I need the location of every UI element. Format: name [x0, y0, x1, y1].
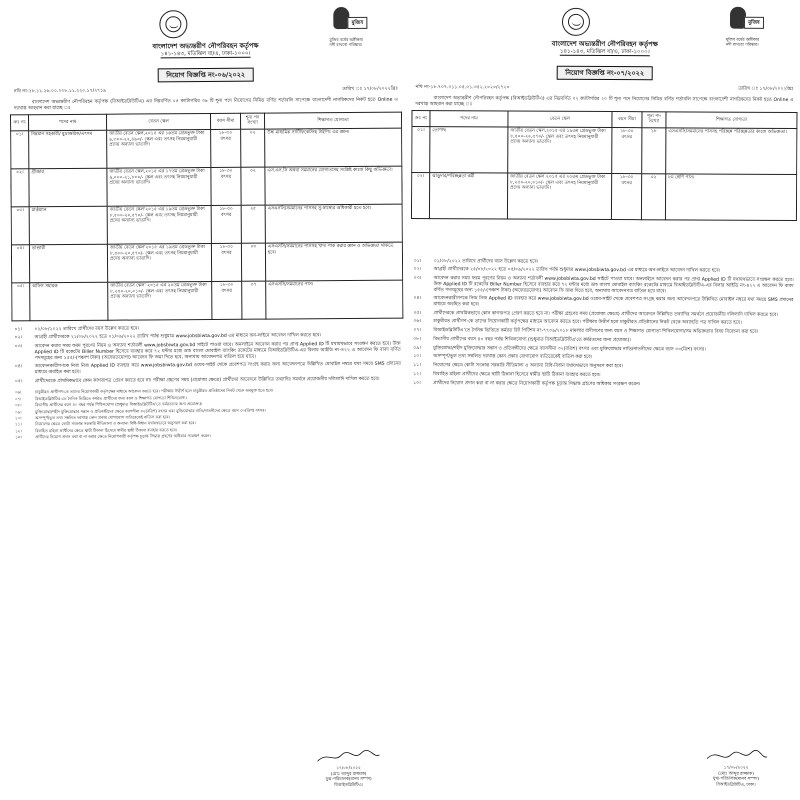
table-cell: ০২। — [411, 172, 429, 218]
condition-text: অসম্পূর্ণ/ভুল তথ্য সম্বলিত দরখাস্ত কোন প্রকার যোগাযোগ ব্যতিরেকেই বাতিল করা হবে। — [433, 354, 593, 361]
table-row — [412, 126, 797, 174]
condition-text: প্রার্থীদের নিয়োগ প্রদান করা বা না করার ক্ষেত্রে নিয়োগকারী কর্তৃপক্ষ চূড়ান্ত সিদ্ধান্ত গ্রহণের অধিকার সংরক্ষণ করেন। — [433, 380, 641, 387]
table-cell: ১৮-৩০ বৎসর — [211, 167, 241, 205]
condition-text: প্রার্থীদেরকে প্রাথমিকভাবে কোন কাগজপত্র প্রেরণ করতে হবে না। পরীক্ষা গ্রহণের সময় (প্রযোজ্য ক্ষেত্রে) প্রার্থীদের আবেদনে উল্লিখিত তথ্যাদির সমর্থনে প্রয়োজনীয় দলিলাদি দাখিল করতে হবে। — [433, 310, 779, 318]
condition-text: চাকুরীরত প্রার্থীগণ-কে তাদের নিয়োগকারী কর্তৃপক্ষের মাধ্যমে আবেদন করতে হবে। পরীক্ষায় উত্তীর্ণ হলে চাকুরীরত প্রতিষ্ঠানের নিকট থেকে অবমুক্ত হতে হবে। — [34, 387, 274, 395]
condition-number: ০৫। — [413, 310, 422, 316]
condition-number: ১১। — [413, 363, 421, 369]
table-row — [12, 280, 403, 321]
table-cell: এস.এস.সি অথবা সমমানের যোগ্যতাসহ সংশ্লিষ্ট কাজে কিছু অভিজ্ঞতা। — [265, 166, 402, 205]
condition-text: বিবাহিত মহিলা প্রার্থীদের ক্ষেত্রে স্থায়ী ঠিকানা হিসেবে স্বামীর স্থায়ী ঠিকানা ব্যবহার করতে হবে। — [433, 371, 601, 378]
notice-date: তারিখ ঃ ১৭/০৮/২০২২খ্রিঃ — [738, 86, 794, 93]
notice-title: নিয়োগ বিজ্ঞপ্তি নং-০৭/২০২২ — [556, 66, 653, 81]
signatory-name: (মোঃ আব্দুর রাজ্জাক) — [330, 770, 367, 776]
condition-number: ১১। — [15, 421, 22, 427]
file-reference: নথি নং-১৮.১১.২৬.০০.০০৮.১১.২২০.১৭/২৭১৯ — [13, 88, 107, 95]
condition-number: ০৯। — [413, 345, 421, 351]
table-cell: ১৮-৩০ বৎসর — [611, 173, 641, 219]
condition-text: আগ্রহী প্রার্থীদেরকে ২১/০৮/২০২২ হতে ০১/০৯/২০২২ তারিখ পর্যন্ত শুধুমাত্র www.jobsbiwta.gov.bd এর মাধ্যমে অন-লাইনে আবেদন দাখিল করতে হবে। — [34, 333, 322, 341]
table-cell: ০২ — [241, 129, 265, 167]
table-cell: ১৮-৩০ বৎসর — [612, 127, 642, 173]
table-row — [411, 172, 796, 220]
table-row — [11, 128, 402, 169]
file-reference: নথি নং-১৮.৭০৭.০১১.০৫.০১.৩৫২.২০২০/২৭২০ — [415, 85, 510, 91]
notice-date: তারিখ ঃ ১৭/০৮/২০২২খ্রিঃ — [342, 86, 398, 93]
vacancy-table — [10, 112, 403, 321]
table-cell: ০৩। — [11, 206, 29, 244]
condition-number: ০১। — [14, 326, 23, 332]
condition-text: আবেদনকারীগণকে নিজ নিজ Applied ID ব্যবহার করে www.jobsbiwta.gov.bd ওয়েব-সাইট থেকে প্রবেশপত্র সংগ্রহ করার জন্য আবেদনপত্রে উল্লিখিত মোবাইল নম্বরে যথা সময়ে SMS প্রদানের মাধ্যমে অবহিত করা হবে। — [34, 361, 401, 376]
reference-line — [10, 87, 402, 95]
condition-number: ০৮। — [15, 402, 22, 408]
table-cell: ৮ম শ্রেণি পাস। — [665, 173, 796, 220]
signature-scrawl — [688, 749, 784, 766]
condition-item — [414, 267, 794, 275]
table-cell: ১৮-৩০ বৎসর — [211, 205, 241, 243]
condition-text: অসম্পূর্ণ/ভুল তথ্য সম্বলিত দরখাস্ত কোন প্রকার যোগাযোগ ব্যতিরেকেই বাতিল করা হবে। — [35, 414, 170, 421]
signatory-designation: যুগ্ম-পরিচালক(মানব সম্পদ) — [712, 775, 760, 781]
notice-page-07 — [408, 5, 798, 793]
table-cell: ০৭ — [242, 281, 266, 319]
table-cell: জাতীয় বেতন স্কেল'২০১৫ এর ১৯তম গ্রেডভুক্ত টাকা ৮,৫০০-২০,৫৭০/- স্কেল এবং তৎসহ নিয়মানুযায়ী প্রদেয় অন্যান্য ভাতাদি। — [107, 243, 211, 282]
condition-number: ০৮। — [413, 336, 421, 342]
table-row — [11, 204, 402, 245]
notice-page-06 — [9, 7, 406, 796]
table-cell: ০২। — [11, 168, 29, 206]
condition-number: ০৩। — [14, 344, 23, 350]
table-header-row: ক্রঃ নং পদের নাম বেতন স্কেল বয়স সীমা শূন্য পদ সংখ্যা শিক্ষাগত যোগ্যতা — [412, 111, 797, 128]
table-cell: উচ্চ মাধ্যমিক সার্টিফিকেটসহ টাইপিং এর জ্ঞান। — [265, 128, 402, 167]
table-cell: নিম্নমান সহকারী/ মুদ্রাক্ষরিক/তৎসম — [29, 130, 107, 169]
condition-text: আগ্রহী প্রার্থীদেরকে ২৫/০৮/২০২২ হতে ০৫/০৯/২০২২ তারিখ পর্যন্ত শুধুমাত্র www.jobsbiwta.gov.bd এর মাধ্যমে অন-লাইনে আবেদন দাখিল করতে হবে। — [433, 267, 721, 274]
condition-text: চাকুরীরত প্রার্থীগণ-কে তাদের নিয়োগকারী কর্তৃপক্ষের মাধ্যমে আবেদন করতে হবে। পরীক্ষায় উত্তীর্ণ হলে চাকুরীরত প্রতিষ্ঠানের নিকট থেকে অব্যাহতি পত্র দাখিল করতে হবে। — [433, 319, 742, 327]
condition-number: ০১। — [413, 258, 422, 264]
signatory-office: বিআইডব্লিউটিএ, ঢাকা। — [716, 781, 756, 787]
table-cell: মার্কম্যান — [29, 206, 107, 245]
condition-number: ০৯। — [15, 408, 22, 414]
condition-number: ০৩। — [413, 276, 422, 282]
conditions-list — [410, 259, 797, 389]
table-row — [11, 242, 402, 283]
condition-text: প্রার্থীদেরকে প্রাথমিকভাবে কোন কাগজপত্র প্রেরণ করতে হবে না। পরীক্ষা গ্রহণের সময় (প্রযোজ্য ক্ষেত্রে) প্রার্থীদের আবেদনে উল্লিখিত তথ্যাদির সমর্থনে প্রয়োজনীয় দলিলাদি দাখিল করতে হবে। — [34, 376, 380, 384]
condition-number: ০২। — [14, 335, 23, 341]
signature-date: ১৭/০৮/২০২২ — [723, 764, 749, 770]
table-cell: ১৮-৩০ বৎসর — [212, 281, 242, 319]
condition-item — [413, 354, 793, 362]
intro-paragraph: বাংলাদেশ অভ্যন্তরীণ নৌপরিবহন কর্তৃপক্ষ (বিআইডব্লিউটিএ) এর নিম্নবর্ণিত ০৫ ক্যাটাগরির ৩৯ টি শূন্য পদে নিয়োগের নিমিত্ত বর্ণিত শর্তাবলি সাপেক্ষে বাংলাদেশী নাগরিকদের নিকট হতে Online এ দরখাস্ত আহবান করা যাচ্ছে ঃ — [13, 97, 398, 111]
condition-text: বিবাহিত মহিলা প্রার্থীদের ক্ষেত্রে স্থায়ী ঠিকানা হিসেবে স্বামীর স্থায়ী ঠিকানা ব্যবহার করতে হবে। — [35, 426, 178, 433]
table-cell: এসএসসি/সমমানের পাসসহ পরিচ্ছন্ন পরিচ্ছন্নতার কাজে অভিজ্ঞতা। — [666, 127, 797, 174]
slogan: মুজিব বর্ষের অঙ্গীকার নদী রাখবো পরিষ্কার। — [329, 36, 363, 48]
table-row — [11, 166, 402, 207]
table-cell: জাতীয় বেতন স্কেল ২০১৫ এর ২০তম গ্রেডভুক্ত টাকা ৮,২৫০-২০,০১০/- স্কেল এবং তৎসহ নিয়মানুযায়ী প্রদেয় অন্যান্য ভাতাদি। — [507, 173, 611, 220]
condition-text: বিআইডব্লিউটিএ'তে দৈনিক ভিত্তিতে কর্মরত রিট পিটিশন নং-৭৭৩৯/২০১৮ মামলার বাদীগণের জন্য বয়স ও শিক্ষাগত যোগ্যতা শিথিলযোগ্য/সম অভিজ্ঞতার বিষয় বিবেচনা করা হবে। — [433, 328, 759, 335]
condition-item — [15, 362, 401, 376]
table-cell: ১৮-৩০ বৎসর — [211, 243, 241, 281]
condition-item — [15, 342, 401, 362]
table-cell: অফিস সহায়ক — [30, 282, 108, 321]
table-cell: ০৪। — [11, 244, 29, 282]
signatory-name: (মোঃ আব্দুর রাজ্জাক) — [718, 770, 754, 776]
condition-item — [413, 346, 793, 354]
mujib-logo-text: মুজিব — [744, 17, 764, 29]
signature-date: ১৭/০৮/২০২২ — [336, 765, 361, 771]
condition-text: বিভাগীয় প্রার্থীদের বয়স ৪০ বছর পর্যন্ত শিথিলযোগ্য (শুধুমাত্র বিআইডব্লিউটিএ'তে কর্মরতদের জন্য প্রযোজ্য)। — [35, 401, 203, 408]
condition-item — [15, 376, 401, 384]
condition-item — [413, 381, 793, 389]
condition-text: প্রার্থীদের নিয়োগ প্রদান করা বা না করার ক্ষেত্রে নিয়োগকারী কর্তৃপক্ষ চূড়ান্ত সিদ্ধান্ত গ্রহণের অধিকার সংরক্ষণ করেন। — [35, 433, 211, 440]
condition-item — [413, 328, 793, 336]
signatory-designation: যুগ্ম-পরিচালক(মানব সম্পদ) — [325, 775, 372, 782]
letterhead — [9, 7, 401, 66]
conditions-list — [11, 324, 403, 385]
table-cell: এসএসসি/সমমানের পাস। — [266, 280, 403, 319]
org-name: বাংলাদেশ অভ্যন্তরীণ নৌপরিবহন কর্তৃপক্ষ — [152, 41, 259, 51]
org-address: ১৪১-১৪৩, মতিঝিল বা/এ, ঢাকা-১০০০। — [559, 48, 650, 56]
condition-item — [14, 324, 400, 332]
condition-number: ০৭। — [413, 328, 421, 334]
condition-text: আবেদন করার সময় ফরম পূরণের নিয়ম ও অন্যান্য শর্তাবলী www.jobsbiwta.gov.bd সাইটে পাওয়া যাবে। অনলাইনে আবেদন করার পর প্রাপ্ত Applied ID টি যথাযথভাবে সংরক্ষণ করতে হবে। উক্ত Applied ID টি রকেটের Biller Number হিসেবে ব্যবহার করে ৭২ ঘন্টার মধ্যে ডাচ বাংলা মোবাইল ব্যাংকিং রকেটের মাধ্যমে বিআইডব্লিউটিএ-এর বিলার আইডি নং-৪২২ এ আবেদন ফি বাবদ বর্ণিত পদসমূহের জন্য ১৫৫/-(পঞ্চাশ টাকা) (অফেরতযোগ্য) আবেদন ফি জমা দিতে হবে, অন্যথায় আবেদনপত্র বাতিল হয়ে যাবে। — [34, 341, 401, 361]
condition-number: ১২। — [15, 428, 22, 434]
signature-block — [300, 749, 396, 787]
table-cell: গ্রীজার — [29, 168, 107, 207]
condition-number: ১০। — [15, 415, 22, 421]
table-cell: জাতীয় বেতন স্কেল'২০১৫ এর ১৯তম গ্রেডভুক্ত টাকা ৮,৫০০-২০,৫৭০/- স্কেল এবং তৎসহ নিয়মানুযায়ী প্রদেয় অন্যান্য ভাতাদি। — [107, 205, 211, 244]
table-cell: জাতীয় বেতন স্কেল' ২০১৫ এর ২০তম গ্রেডভুক্ত টাকা ৮,২৫০-২০,০১০/- স্কেল এবং তৎসহ নিয়মানুযায়ী প্রদেয় অন্যান্য ভাতাদি। — [108, 281, 212, 320]
conditions-list-small — [12, 388, 404, 440]
condition-number: ০৬। — [413, 319, 422, 325]
org-name: বাংলাদেশ অভ্যন্তরীণ নৌপরিবহন কর্তৃপক্ষ — [551, 39, 658, 49]
condition-number: ০৬। — [14, 389, 22, 395]
table-cell: জাতীয় বেতন স্কেল,২০১৫ এর ১৭তম গ্রেডভুক্ত টাকা ৯,০০০-২১,৮০০/- স্কেল এবং তৎসহ নিয়মানুযায়ী প্রদেয় অন্যান্য ভাতাদি। — [107, 167, 211, 206]
condition-text: আবেদন করার সময় ফরম পূরণের নিয়ম ও অন্যান্য শর্তাবলী www.jobsbiwta.gov.bd সাইটে পাওয়া যাবে। অনলাইনে আবেদন করার পর প্রাপ্ত Applied ID টি যথাযথভাবে সংরক্ষণ করতে হবে। উক্ত Applied ID টি রকেটের Biller Number হিসেবে ব্যবহার করে ৭২ ঘন্টার মধ্যে ডাচ বাংলা মোবাইল ব্যাংকিং রকেটের মাধ্যমে বিআইডব্লিউটিএ-এর বিলার আইডি নং-৪২২ এ আবেদন ফি বাবদ বর্ণিত পদসমূহের জন্য ১৫৫/-(পঞ্চাশ টাকা) (অফেরতযোগ্য) আবেদন ফি জমা দিতে হবে, অন্যথায় আবেদনপত্র বাতিল হয়ে যাবে। — [433, 276, 794, 294]
table-cell: এসএসসি/সমমানের পাসসহ খাদ্য পাক করার জ্ঞান ও অভিজ্ঞতা থাকতে হবে। — [265, 242, 402, 281]
condition-item — [413, 296, 793, 309]
condition-text: ০১/০৮/২০২২ তারিখে প্রার্থীদের বয়স উল্লেখ করতে হবে। — [34, 326, 140, 332]
table-cell: এসএসসি/সমমানের পাসসহ সু-স্বাস্থ্যের অধিকারী হতে হবে। — [265, 204, 402, 243]
table-cell: ০১। — [11, 130, 29, 168]
condition-number: ০৪। — [14, 364, 23, 370]
condition-text: বিআইডব্লিউটিএ-তে দৈনিক ভিত্তিতে কর্মরত প্রার্থীদের জন্য বয়স ও শিক্ষাগত যোগ্যতা শিথিলযোগ্য। — [34, 394, 187, 402]
condition-number: ১০। — [413, 354, 421, 360]
condition-item — [15, 333, 401, 341]
table-cell: জাতীয় বেতন স্কেল,২০১৫ এর ১৬তম গ্রেডভুক্ত টাকা ৯,৩০০-২২,৪৯০/- স্কেল এবং তৎসহ নিয়মানুযায়ী প্রদেয় অন্যান্য ভাতাদি। — [107, 129, 211, 168]
org-address: ১৪১-১৪৩, মতিঝিল বা/এ, ঢাকা-১০০০। — [160, 50, 251, 58]
condition-number: ১২। — [413, 371, 421, 377]
condition-text: মুক্তিযোদ্ধা/শহীদ মুক্তিযোদ্ধার সন্তান ও প্রতিবন্ধীদের ক্ষেত্রে বয়সসীমা ৩২(বত্রিশ) বৎসর এবং মুক্তিযোদ্ধার নাতি/নাতনীদের ক্ষেত্রে বয়স ৩০(ত্রিশ) বৎসর। — [433, 345, 706, 353]
table-cell: ২৫ — [241, 205, 265, 243]
intro-paragraph: বাংলাদেশ অভ্যন্তরীণ নৌপরিবহন কর্তৃপক্ষ (বিআইডব্লিউটিএ) এর নিম্নবর্ণিত ০২ ক্যাটাগরির ২০ টি শূন্য পদে নিয়োগের নিমিত্ত বর্ণিত শর্তাবলি সাপেক্ষে বাংলাদেশী নাগরিকদের নিকট হতে Online এ দরখাস্ত আহবান করা যাচ্ছে ঃ — [415, 95, 794, 107]
condition-text: নিয়োগের ক্ষেত্রে কোটা সংক্রান্ত সরকারি নীতিমালা ও অন্যান্য বিধি-বিধান যথাযথভাবে অনুসরণ করা হবে। — [35, 420, 196, 427]
condition-item — [413, 337, 793, 345]
condition-number: ১৩। — [413, 380, 421, 386]
signature-scrawl — [300, 749, 396, 766]
condition-item — [413, 363, 793, 371]
condition-text: মুক্তিযোদ্ধা/শহীদ মুক্তিযোদ্ধার সন্তান ও প্রতিবন্ধীদের ক্ষেত্রে বয়সসীমা ৩২(বত্রিশ) বৎসর এবং মুক্তিযোদ্ধার নাতি/নাতনীদের ক্ষেত্রে বয়স ৩০(ত্রিশ) বৎসর। — [35, 407, 266, 414]
table-cell: ০৫। — [12, 282, 30, 320]
condition-item — [414, 276, 794, 295]
mujib-logo-text: মুজিব — [347, 17, 367, 29]
table-cell: জাতীয় বেতন স্কেল,২০১৫ এর ১৯তম গ্রেডভুক্ত টাকা ৮,৫০০-২০,৫৭০/- স্কেল এবং তৎসহ নিয়মানুযায়ী প্রদেয় অন্যান্য ভাতাদি। — [508, 127, 612, 174]
table-cell: ০১। — [412, 126, 430, 172]
table-cell: ভান্ডারী — [29, 244, 107, 283]
vacancy-table — [411, 110, 798, 220]
biwta-emblem-icon — [562, 8, 590, 36]
condition-number: ০৫। — [14, 379, 23, 385]
slogan: মুজিব বর্ষের অঙ্গীকার নদী রাখবো পরিষ্কার। — [725, 36, 760, 47]
table-cell: তোপাছ — [430, 126, 508, 172]
condition-item — [413, 311, 793, 319]
condition-item — [414, 259, 794, 267]
reference-line — [412, 85, 798, 93]
table-header-row: ক্রঃ নং পদের নাম বেতন স্কেল বয়স সীমা শূন্য পদ সংখ্যা শিক্ষাগত যোগ্যতা — [10, 112, 401, 130]
condition-item — [413, 372, 793, 380]
table-cell: ০২ — [641, 173, 665, 219]
signature-block — [688, 749, 784, 787]
condition-number: ০৭। — [14, 396, 22, 402]
condition-number: ১৩। — [15, 434, 22, 440]
letterhead — [412, 5, 798, 63]
table-cell: ঝাড়ুদার/পরিচ্ছন্নতা কর্মী — [429, 172, 507, 218]
table-cell: ১৮ — [642, 127, 666, 173]
condition-item — [15, 433, 401, 441]
condition-number: ০৪। — [413, 296, 422, 302]
signatory-office: বিআইডব্লিউটিএ। — [334, 781, 364, 787]
table-cell: ০২ — [241, 167, 265, 205]
condition-text: বিভাগীয় প্রার্থীদের বয়স ৪০ বছর পর্যন্ত শিথিলযোগ্য (শুধুমাত্র বিআইডব্লিউটিএ'তে কর্মরতদের জন্য প্রযোজ্য)। — [433, 337, 631, 344]
condition-item — [413, 319, 793, 327]
table-cell: ১৮-৩০ বৎসর — [211, 129, 241, 167]
biwta-emblem-icon — [159, 10, 187, 38]
mujib-borsho-logo — [329, 7, 365, 48]
condition-number: ০২। — [413, 267, 422, 273]
condition-text: আবেদনকারীগণকে নিজ নিজ Applied ID ব্যবহার করে www.jobsbiwta.gov.bd ওয়েব-সাইট থেকে প্রবেশপত্র সংগ্রহ করার জন্য আবেদনপত্রে উল্লিখিত মোবাইল নম্বরে যথা সময়ে SMS প্রদানের মাধ্যমে অবহিত করা হবে। — [433, 296, 794, 308]
condition-text: নিয়োগের ক্ষেত্রে কোটা সংক্রান্ত সরকারি নীতিমালা ও অন্যান্য বিধি-বিধান যথাযথভাবে অনুসরণ করা হবে। — [433, 363, 623, 370]
condition-text: ০১/০৮/২০২২ তারিখে প্রার্থীদের বয়স উল্লেখ করতে হবে। — [433, 258, 539, 265]
mujib-borsho-logo — [725, 7, 762, 47]
notice-title: নিয়োগ বিজ্ঞপ্তি নং-০৬/২০২২ — [157, 68, 254, 83]
table-cell: ০৩ — [241, 243, 265, 281]
